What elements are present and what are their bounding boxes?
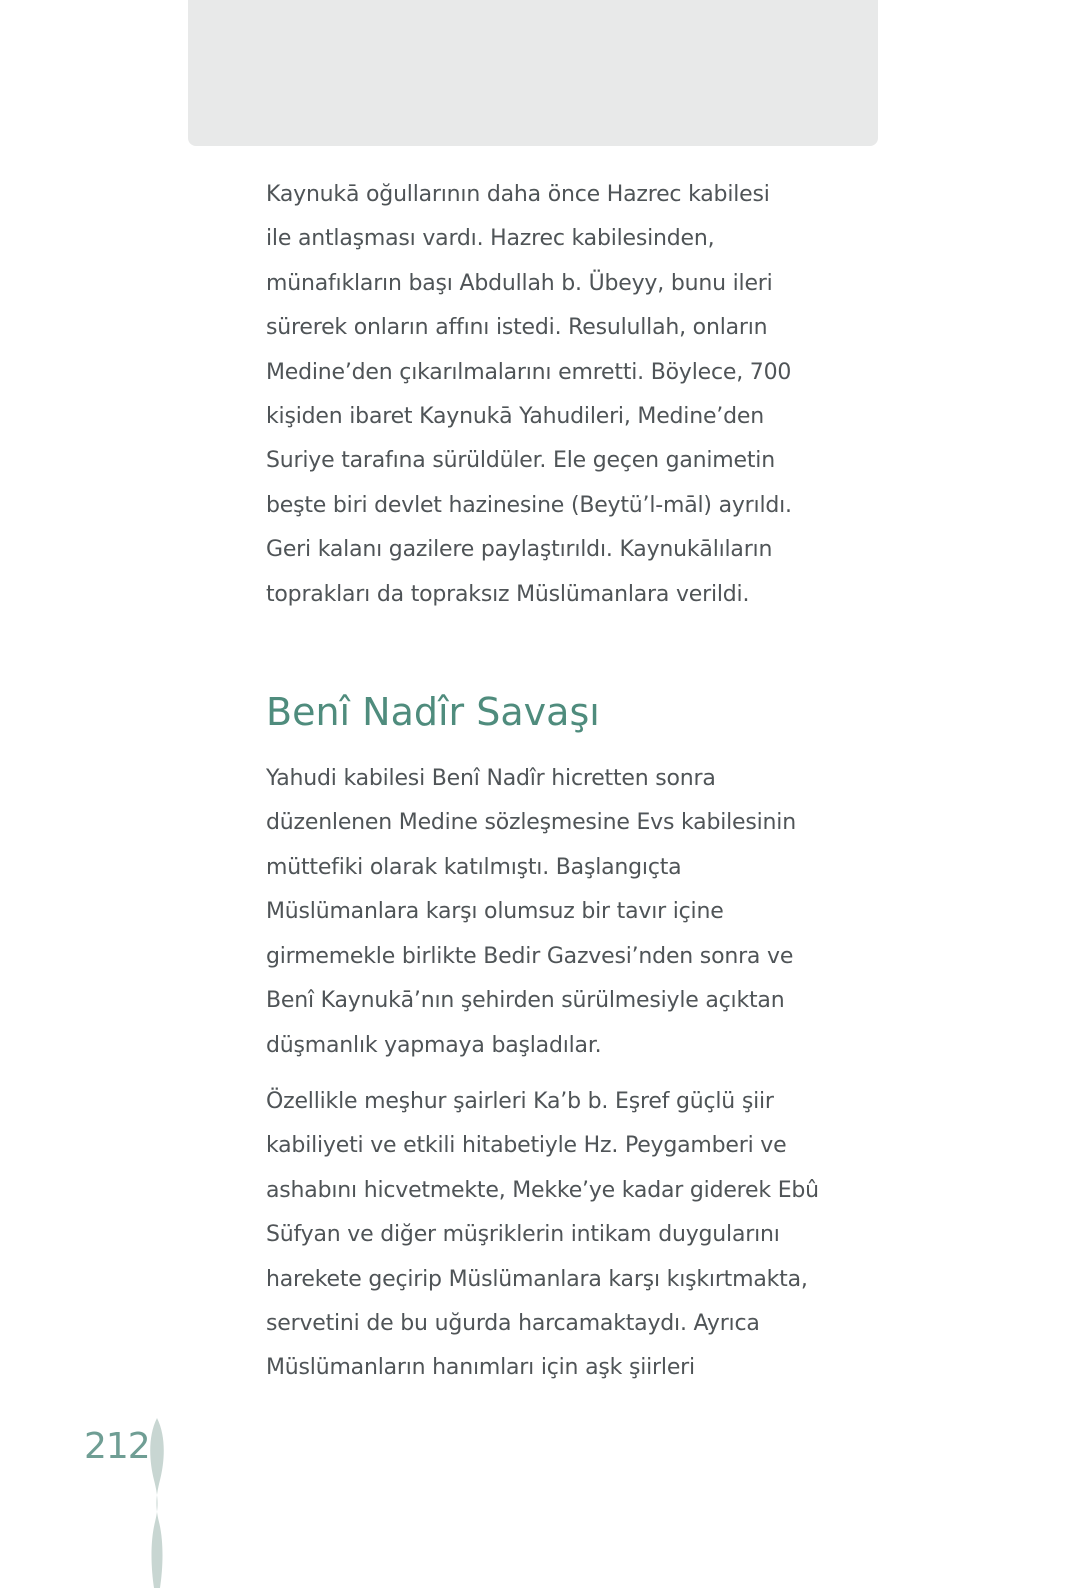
- paragraph-kab-b-esref: [266, 1080, 826, 1391]
- text-line: ile antlaşması vardı. Hazrec kabilesinden,: [266, 226, 715, 252]
- text-line: ashabını hicvetmekte, Mekke’ye kadar giderek Ebû: [266, 1177, 819, 1203]
- text-line: kabiliyeti ve etkili hitabetiyle Hz. Peygamberi ve: [266, 1133, 787, 1159]
- text-line: Özellikle meşhur şairleri Ka’b b. Eşref güçlü şiir: [266, 1088, 774, 1114]
- text-line: servetini de bu uğurda harcamaktaydı. Ayrıca: [266, 1310, 760, 1336]
- paragraph-beni-nadir-intro: [266, 757, 826, 1068]
- top-header-panel: [188, 0, 878, 146]
- text-line: kişiden ibaret Kaynukā Yahudileri, Medine’den: [266, 404, 764, 430]
- text-line: müttefiki olarak katılmıştı. Başlangıçta: [266, 854, 682, 880]
- text-line: Kaynukā oğullarının daha önce Hazrec kabilesi: [266, 182, 770, 207]
- page-ornament-icon: [146, 1418, 168, 1588]
- paragraph-kaynuka: [266, 173, 826, 617]
- text-line: Suriye tarafına sürüldüler. Ele geçen ganimetin: [266, 448, 775, 474]
- text-line: harekete geçirip Müslümanlara karşı kışkırtmakta,: [266, 1266, 808, 1292]
- text-line: Medine’den çıkarılmalarını emretti. Böylece, 700: [266, 359, 792, 385]
- text-line: toprakları da topraksız Müslümanlara verildi.: [266, 581, 750, 607]
- text-line: Süfyan ve diğer müşriklerin intikam duygularını: [266, 1222, 780, 1248]
- text-line: girmemekle birlikte Bedir Gazvesi’nden sonra ve: [266, 943, 794, 969]
- text-line: düzenlenen Medine sözleşmesine Evs kabilesinin: [266, 810, 796, 836]
- page-content: [266, 173, 826, 1391]
- text-line: Müslümanların hanımları için aşk şiirleri: [266, 1355, 695, 1381]
- page-number: 212: [84, 1426, 150, 1467]
- text-line: münafıkların başı Abdullah b. Übeyy, bunu ileri: [266, 270, 773, 296]
- section-heading: Benî Nadîr Savaşı: [266, 690, 600, 735]
- text-line: Müslümanlara karşı olumsuz bir tavır içine: [266, 899, 724, 925]
- text-line: Yahudi kabilesi Benî Nadîr hicretten sonra: [266, 766, 716, 792]
- text-line: Geri kalanı gazilere paylaştırıldı. Kaynukālıların: [266, 537, 773, 563]
- text-line: Benî Kaynukā’nın şehirden sürülmesiyle açıktan: [266, 988, 785, 1014]
- text-line: sürerek onların affını istedi. Resulullah, onların: [266, 315, 768, 341]
- text-line: düşmanlık yapmaya başladılar.: [266, 1032, 602, 1058]
- text-line: beşte biri devlet hazinesine (Beytü’l-māl) ayrıldı.: [266, 492, 792, 518]
